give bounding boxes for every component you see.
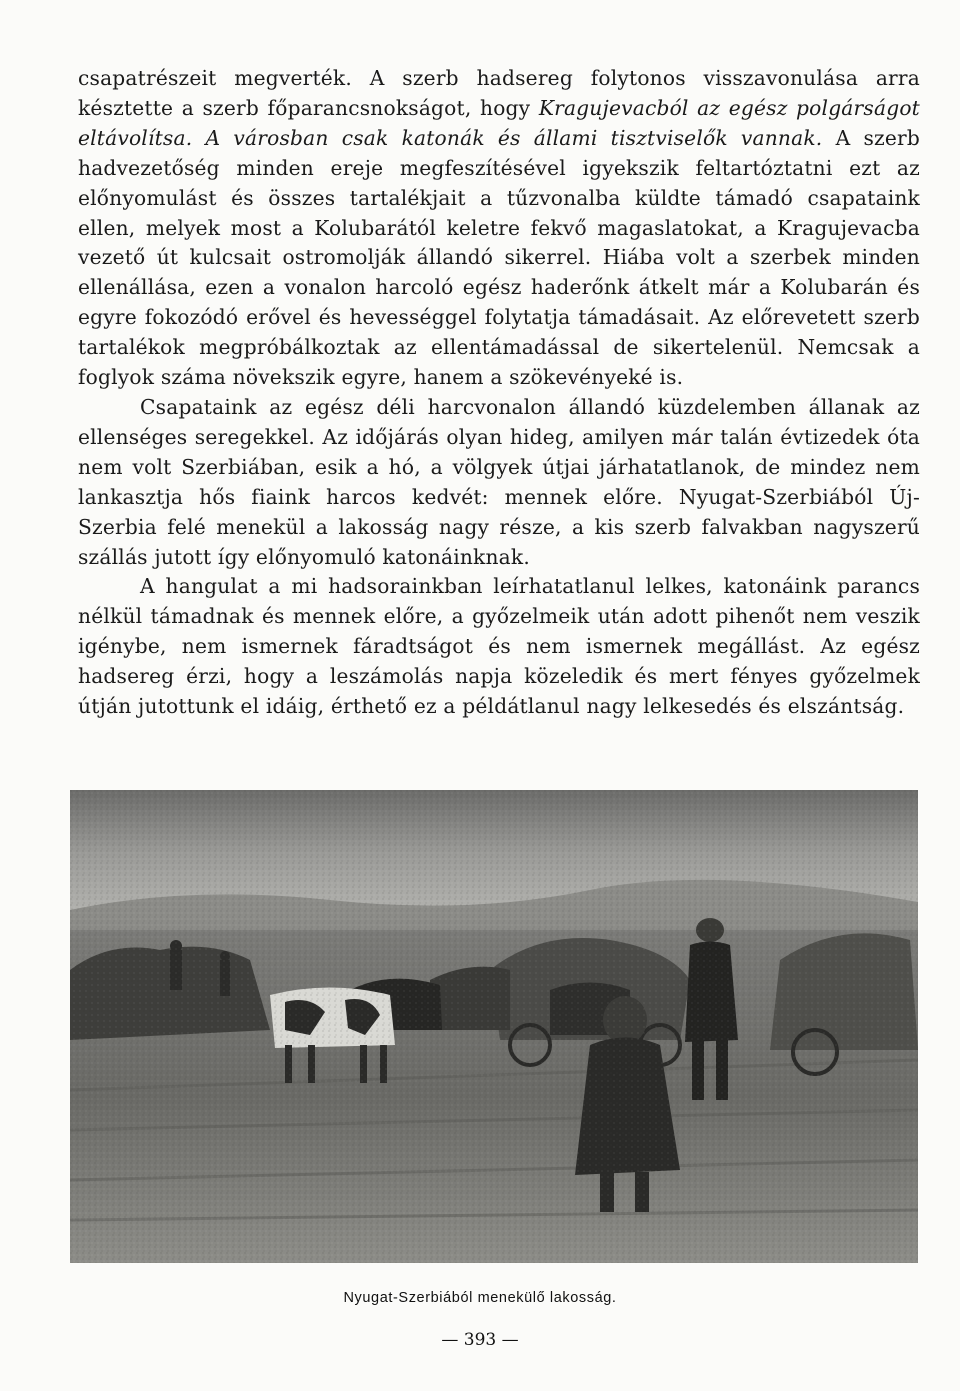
photograph-refugees	[70, 790, 918, 1263]
paragraph-3-text: A hangulat a mi hadsorainkban leírhatatlanul lelkes, katonáink parancs nélkül támadnak és mennek előre, a győzelmeik után adott pihenőt nem veszik igénybe, nem ismernek fáradtságot és nem ismernek megállást. Az egész hadsereg érzi, hogy a leszámolás napja közeledik és mert fényes győzelmek útján jutottunk el idáig, érthető ez a példátlanul nagy lelkesedés és elszántság.	[78, 574, 920, 719]
page-number: — 393 —	[441, 1330, 519, 1350]
paragraph-1-text-b: A szerb hadvezetőség minden ereje megfeszítésével igyekszik feltartóztatni ezt az előnyomulást és összes tartalékjait a tűzvonalba küldte támadó csapataink ellen, melyek most a Kolubarától keletre fekvő magaslatokat, a Kragujevacba vezető út kulcsait ostromolják állandó sikerrel. Hiába volt a szerbek minden ellenállása, ezen a vonalon harcoló egész haderőnk átkelt már a Kolubarán és egyre fokozódó erővel és hevességgel folytatja támadásait. Az előrevetett szerb tartalékok megpróbálkoztak az ellentámadással de sikertelenül. Nemcsak a foglyok száma növekszik egyre, hanem a szökevényeké is.	[78, 125, 921, 390]
paragraph-1	[78, 64, 920, 393]
photograph-refugees-icon	[70, 790, 918, 1263]
photo-caption: Nyugat-Szerbiából menekülő lakosság.	[343, 1290, 617, 1306]
paragraph-1-italic-text: Kragujevacból az egész polgárságot eltávolítsa. A városban csak katonák és állami tisztviselők vannak.	[78, 95, 920, 150]
paragraph-2-text: Csapataink az egész déli harcvonalon állandó küzdelemben állanak az ellenséges seregekkel. Az időjárás olyan hideg, amilyen már talán évtizedek óta nem volt Szerbiában, esik a hó, a völgyek útjai járhatatlanok, de mindez nem lankasztja hős fiaink harcos kedvét: mennek előre. Nyugat-Szerbiából Új-Szerbia felé menekül a lakosság nagy része, a kis szerb falvakban nagyszerű szállás jutott így előnyomuló katonáinknak.	[78, 394, 920, 569]
body-text	[78, 64, 920, 722]
paragraph-1-text-a: csapatrészeit megverték. A szerb hadsereg folytonos visszavonulása arra késztette a szerb főparancsnokságot, hogy	[78, 66, 920, 120]
paragraph-2	[78, 393, 920, 572]
paragraph-3	[78, 572, 920, 722]
